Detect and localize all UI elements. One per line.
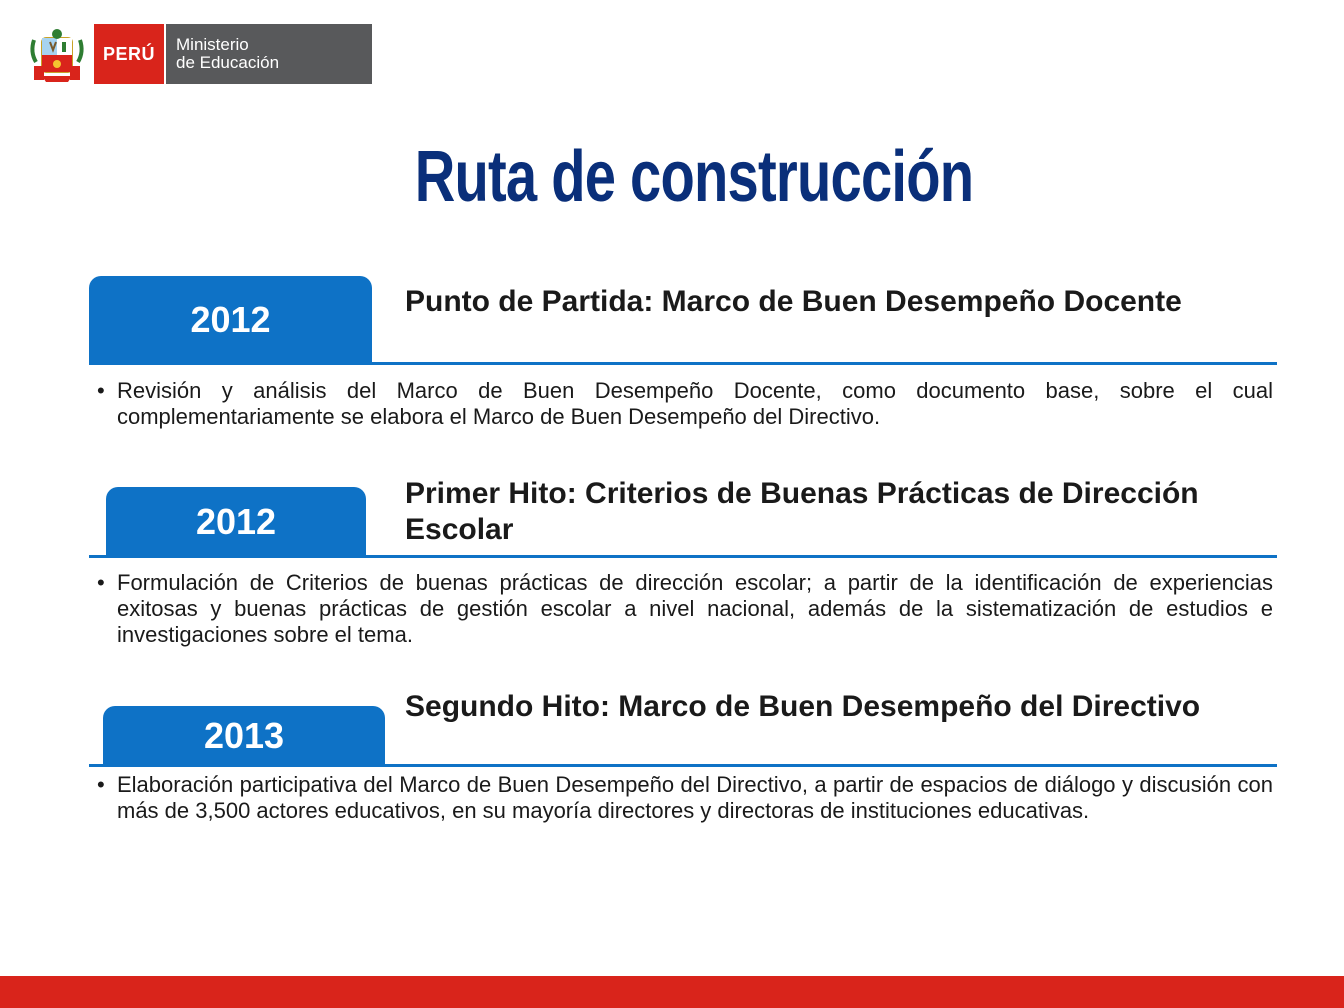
milestone-heading: Primer Hito: Criterios de Buenas Prácticas de Dirección Escolar — [405, 477, 1199, 546]
milestone-divider — [89, 555, 1277, 558]
milestone-description: Elaboración participativa del Marco de Buen Desempeño del Directivo, a partir de espacios de diálogo y discusión con más de 3,500 actores educativos, en su mayoría directores y directoras de instituciones educativas. — [117, 772, 1273, 823]
ministry-name-line1: Ministerio — [176, 35, 249, 54]
milestone-description: Formulación de Criterios de buenas prácticas de dirección escolar; a partir de la identificación de experiencias exitosas y buenas prácticas de gestión escolar a nivel nacional, además de la sistematización de estudios e investigaciones sobre el tema. — [117, 570, 1273, 647]
peru-brand-box — [94, 24, 164, 84]
milestone-description: Revisión y análisis del Marco de Buen Desempeño Docente, como documento base, sobre el cual complementariamente se elabora el Marco de Buen Desempeño del Directivo. — [117, 378, 1273, 429]
milestone-year-tab: 2012 — [106, 487, 366, 557]
country-label: PERÚ — [102, 43, 155, 64]
milestone-year-tab: 2013 — [103, 706, 385, 766]
milestone-bullet — [97, 772, 1273, 824]
footer-color-bar — [0, 976, 1344, 1008]
bullet-marker: • — [97, 378, 105, 403]
ministry-brand-box — [164, 24, 372, 84]
national-seal-icon — [26, 22, 88, 86]
milestone-divider — [89, 764, 1277, 767]
milestone-divider — [89, 362, 1277, 365]
milestone-year-tab: 2012 — [89, 276, 372, 364]
ministry-name-line2: de Educación — [176, 53, 280, 72]
milestone-heading: Segundo Hito: Marco de Buen Desempeño del Directivo — [405, 690, 1201, 723]
bullet-marker: • — [97, 570, 105, 595]
milestone-bullet — [97, 570, 1273, 648]
milestone-bullet — [97, 378, 1273, 430]
ministry-logo — [26, 24, 372, 84]
page-title: Ruta de construcción — [414, 137, 974, 217]
bullet-marker: • — [97, 772, 105, 797]
milestone-heading: Punto de Partida: Marco de Buen Desempeño Docente — [405, 285, 1182, 318]
